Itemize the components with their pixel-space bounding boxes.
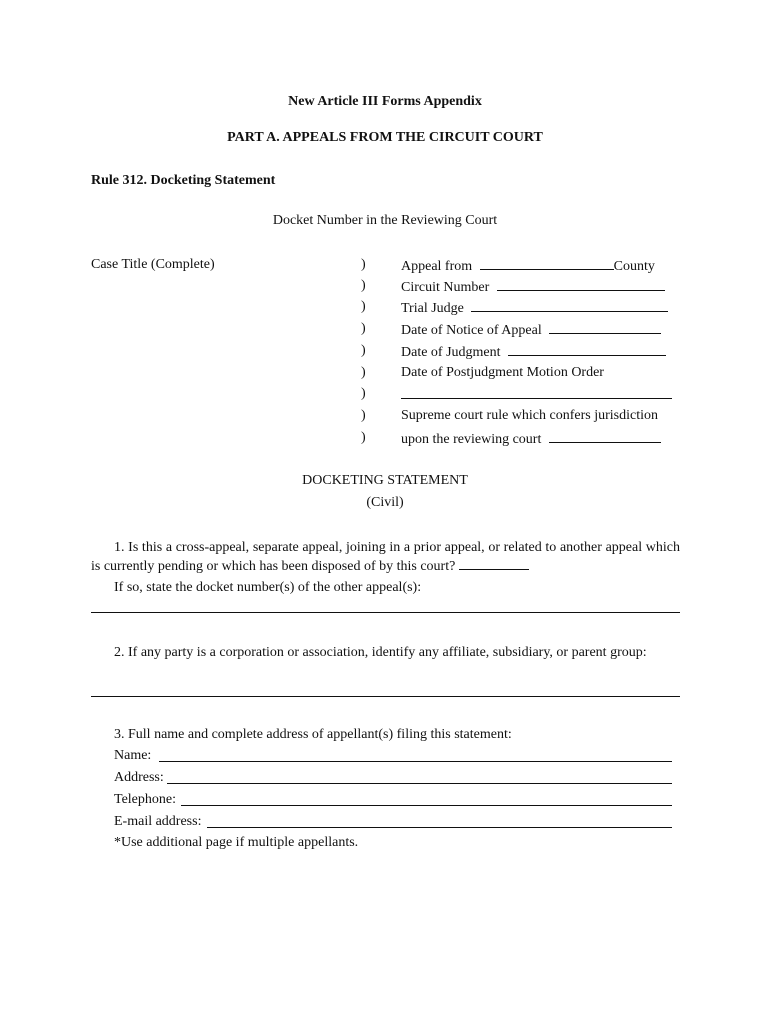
affiliates-answer-line[interactable] <box>91 696 680 697</box>
name-label: Name: <box>114 748 152 763</box>
caption-paren: ) <box>361 386 366 401</box>
additional-page-note: *Use additional page if multiple appellants. <box>114 835 359 850</box>
caption-paren: ) <box>361 257 366 272</box>
question-1 <box>91 538 680 576</box>
telephone-field[interactable] <box>181 805 672 806</box>
document-title: New Article III Forms Appendix <box>288 94 482 109</box>
caption-paren: ) <box>361 299 366 314</box>
caption-paren: ) <box>361 430 366 445</box>
caption-paren: ) <box>361 321 366 336</box>
statement-subtitle: (Civil) <box>366 495 404 510</box>
telephone-label: Telephone: <box>114 792 176 807</box>
appeal-from-row <box>401 257 655 275</box>
judgment-date-row <box>401 343 666 361</box>
name-row <box>114 748 672 764</box>
email-label: E-mail address: <box>114 814 202 829</box>
telephone-row <box>114 792 672 808</box>
notice-of-appeal-row <box>401 321 661 339</box>
reviewing-court-label: upon the reviewing court <box>401 432 542 447</box>
address-label: Address: <box>114 770 164 785</box>
circuit-number-label: Circuit Number <box>401 280 490 295</box>
part-heading: PART A. APPEALS FROM THE CIRCUIT COURT <box>227 130 543 145</box>
county-label: County <box>613 259 655 274</box>
notice-of-appeal-label: Date of Notice of Appeal <box>401 323 542 338</box>
trial-judge-row <box>401 299 668 317</box>
docket-number-label: Docket Number in the Reviewing Court <box>272 213 498 228</box>
address-field[interactable] <box>167 783 672 784</box>
question-1-followup: If so, state the docket number(s) of the other appeal(s): <box>114 580 422 595</box>
rule-heading: Rule 312. Docketing Statement <box>91 173 276 188</box>
question-2: 2. If any party is a corporation or association, identify any affiliate, subsidiary, or parent group: <box>114 645 647 660</box>
judgment-date-field[interactable] <box>508 343 666 356</box>
statement-title: DOCKETING STATEMENT <box>302 473 468 488</box>
email-field[interactable] <box>207 827 672 828</box>
supreme-court-rule-field[interactable] <box>549 430 661 443</box>
caption-paren: ) <box>361 343 366 358</box>
caption-paren: ) <box>361 365 366 380</box>
supreme-court-rule-label: Supreme court rule which confers jurisdiction <box>401 408 658 423</box>
question-3: 3. Full name and complete address of appellant(s) filing this statement: <box>114 727 512 742</box>
address-row <box>114 770 672 786</box>
email-row <box>114 814 672 830</box>
reviewing-court-row <box>401 430 661 448</box>
docket-numbers-answer-line[interactable] <box>91 612 680 613</box>
notice-of-appeal-date-field[interactable] <box>549 321 661 334</box>
caption-paren: ) <box>361 278 366 293</box>
postjudgment-motion-date-field[interactable] <box>401 386 672 399</box>
appeal-from-county-field[interactable] <box>480 257 614 270</box>
caption-paren: ) <box>361 408 366 423</box>
name-field[interactable] <box>159 761 672 762</box>
circuit-number-field[interactable] <box>497 278 665 291</box>
appeal-from-label: Appeal from <box>401 259 473 274</box>
postjudgment-motion-row <box>401 386 672 404</box>
question-1-text: 1. Is this a cross-appeal, separate appeal, joining in a prior appeal, or related to another appeal which is currently pending or which has been disposed of by this court? <box>91 540 680 574</box>
circuit-number-row <box>401 278 665 296</box>
trial-judge-label: Trial Judge <box>401 301 464 316</box>
case-title-label: Case Title (Complete) <box>91 257 215 272</box>
question-1-answer-field[interactable] <box>459 557 529 570</box>
judgment-date-label: Date of Judgment <box>401 345 501 360</box>
trial-judge-field[interactable] <box>471 299 668 312</box>
postjudgment-motion-label: Date of Postjudgment Motion Order <box>401 365 604 380</box>
